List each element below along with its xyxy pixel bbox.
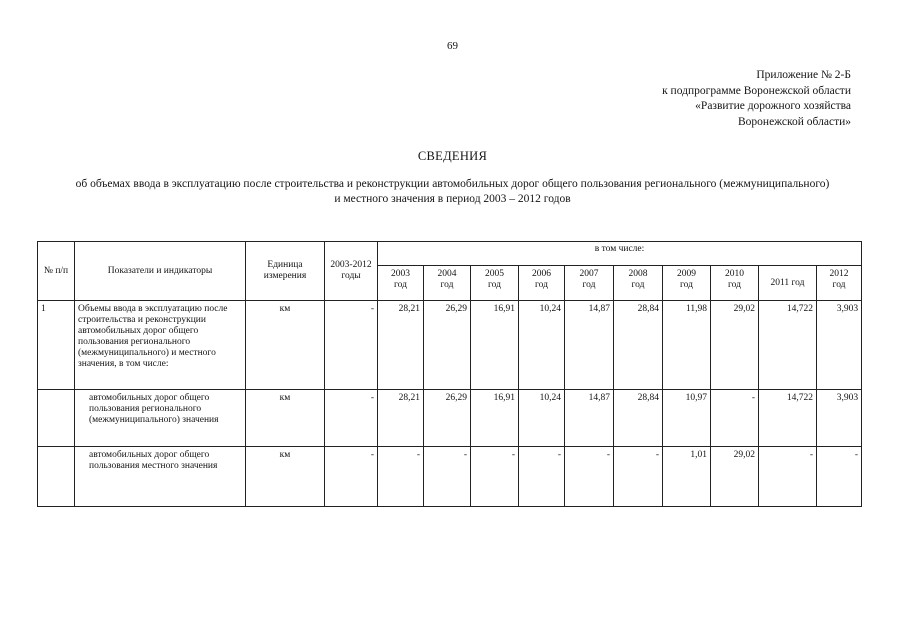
appendix-line-3: «Развитие дорожного хозяйства	[695, 100, 851, 112]
row-value: -	[378, 447, 424, 507]
subtitle-line-1: об объемах ввода в эксплуатацию после строительства и реконструкции автомобильных дорог общего пользования регионального (межмуниципального)	[75, 178, 830, 190]
header-year	[471, 266, 519, 301]
row-value: 29,02	[711, 301, 759, 390]
header-year	[711, 266, 759, 301]
header-year-suffix: год	[728, 280, 741, 290]
header-year	[565, 266, 614, 301]
row-value: 1,01	[663, 447, 711, 507]
row-total: -	[325, 447, 378, 507]
row-value: 10,24	[519, 390, 565, 447]
row-value: -	[519, 447, 565, 507]
subtitle-line-2: и местного значения в период 2003 – 2012 годов	[334, 193, 571, 205]
header-year-suffix: год	[440, 280, 454, 290]
row-value: 14,87	[565, 390, 614, 447]
table-row	[38, 447, 862, 507]
header-num: № п/п	[38, 242, 75, 301]
row-unit: км	[246, 301, 325, 390]
row-value: 11,98	[663, 301, 711, 390]
header-indicator: Показатели и индикаторы	[75, 242, 246, 301]
header-year-suffix: год	[488, 280, 501, 290]
header-year-suffix: год	[631, 280, 645, 290]
appendix-line-1: Приложение № 2-Б	[756, 69, 851, 81]
row-value: 16,91	[471, 301, 519, 390]
header-year-label: 2012	[829, 269, 849, 279]
header-year	[614, 266, 663, 301]
header-year-label: 2011 год	[770, 277, 805, 288]
row-value: 26,29	[424, 301, 471, 390]
row-value: -	[614, 447, 663, 507]
row-total: -	[325, 390, 378, 447]
row-value: 3,903	[817, 301, 862, 390]
header-year	[378, 266, 424, 301]
row-total: -	[325, 301, 378, 390]
row-value: -	[565, 447, 614, 507]
row-indicator-name: автомобильных дорог общего пользования местного значения	[75, 447, 246, 507]
row-value: 16,91	[471, 390, 519, 447]
header-year-label: 2008	[628, 269, 648, 279]
appendix-note	[662, 68, 851, 130]
row-value: 3,903	[817, 390, 862, 447]
header-year-label: 2004	[437, 269, 457, 279]
header-year	[519, 266, 565, 301]
row-unit: км	[246, 390, 325, 447]
row-number	[38, 447, 75, 507]
row-value: -	[817, 447, 862, 507]
header-year-suffix: год	[535, 280, 548, 290]
header-total: 2003-2012 годы	[325, 242, 378, 301]
table-row	[38, 390, 862, 447]
header-year-label: 2010	[725, 269, 744, 279]
header-year	[663, 266, 711, 301]
header-year-label: 2009	[677, 269, 696, 279]
header-including: в том числе:	[378, 242, 862, 266]
data-table	[37, 241, 862, 507]
header-year-suffix: год	[394, 280, 407, 290]
row-indicator-name: Объемы ввода в эксплуатацию после строительства и реконструкции автомобильных дорог общего пользования регионального (межмуниципального) и местного значения, в том числе:	[75, 301, 246, 390]
header-year-label: 2005	[485, 269, 504, 279]
header-year-label: 2003	[391, 269, 410, 279]
row-indicator-name: автомобильных дорог общего пользования регионального (межмуниципального) значения	[75, 390, 246, 447]
row-value: 29,02	[711, 447, 759, 507]
row-value: 14,722	[759, 390, 817, 447]
row-number: 1	[38, 301, 75, 390]
page-number: 69	[447, 40, 458, 52]
header-row-1	[38, 242, 862, 266]
document-title: СВЕДЕНИЯ	[417, 149, 488, 163]
row-value: 28,21	[378, 390, 424, 447]
row-value: 26,29	[424, 390, 471, 447]
row-value: 28,84	[614, 390, 663, 447]
row-unit: км	[246, 447, 325, 507]
header-year	[759, 266, 817, 301]
row-value: -	[471, 447, 519, 507]
row-value: -	[759, 447, 817, 507]
header-year-label: 2006	[532, 269, 551, 279]
row-value: 10,24	[519, 301, 565, 390]
row-value: 10,97	[663, 390, 711, 447]
row-value: 14,722	[759, 301, 817, 390]
table-row	[38, 301, 862, 390]
row-number	[38, 390, 75, 447]
header-year	[817, 266, 862, 301]
row-value: 14,87	[565, 301, 614, 390]
header-year-suffix: год	[832, 280, 846, 290]
row-value: 28,21	[378, 301, 424, 390]
header-year	[424, 266, 471, 301]
appendix-line-4: Воронежской области»	[738, 115, 851, 128]
appendix-line-2: к подпрограмме Воронежской области	[662, 84, 851, 97]
header-year-suffix: год	[680, 280, 693, 290]
header-year-suffix: год	[582, 280, 596, 290]
row-value: -	[424, 447, 471, 507]
row-value: -	[711, 390, 759, 447]
row-value: 28,84	[614, 301, 663, 390]
header-year-label: 2007	[579, 269, 599, 279]
document-subtitle	[20, 177, 885, 207]
header-unit: Единица измерения	[246, 242, 325, 301]
